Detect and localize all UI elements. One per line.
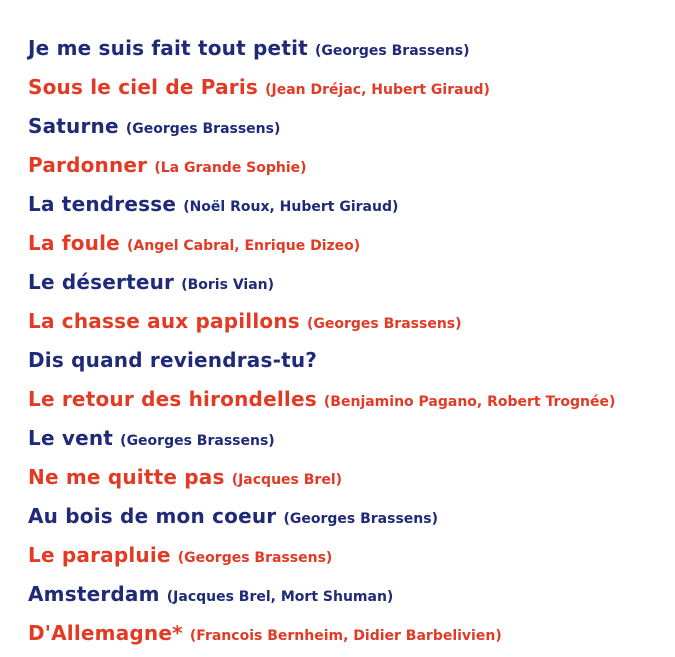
- song-item: [28, 462, 673, 501]
- song-item: [28, 228, 673, 267]
- song-item: [28, 618, 673, 657]
- song-authors: (Jacques Brel): [231, 472, 343, 488]
- song-item: [28, 111, 673, 150]
- song-authors: (Georges Brassens): [177, 550, 333, 566]
- song-item: [28, 384, 673, 423]
- song-title: La chasse aux papillons: [28, 309, 300, 333]
- song-title: Sous le ciel de Paris: [28, 75, 259, 99]
- song-authors: (Georges Brassens): [315, 43, 470, 59]
- song-authors: (Francois Bernheim, Didier Barbelivien): [189, 628, 502, 644]
- song-authors: (Boris Vian): [181, 277, 275, 293]
- song-item: [28, 189, 673, 228]
- song-authors: (Angel Cabral, Enrique Dizeo): [127, 238, 361, 254]
- song-title: Le parapluie: [28, 543, 171, 567]
- song-title: Le déserteur: [28, 270, 175, 294]
- song-item: [28, 423, 673, 462]
- song-item: [28, 579, 673, 618]
- song-item: [28, 345, 673, 384]
- song-title: Dis quand reviendras-tu?: [28, 348, 318, 372]
- song-title: Au bois de mon coeur: [28, 504, 277, 528]
- song-authors: (Jacques Brel, Mort Shuman): [166, 589, 394, 605]
- song-title: Saturne: [28, 114, 119, 138]
- song-item: [28, 150, 673, 189]
- song-authors: (Georges Brassens): [125, 121, 281, 137]
- song-title: Je me suis fait tout petit: [28, 36, 308, 60]
- song-item: [28, 33, 673, 72]
- song-authors: (Jean Dréjac, Hubert Giraud): [265, 82, 490, 98]
- song-authors: (Benjamino Pagano, Robert Trognée): [323, 394, 616, 410]
- song-authors: (Georges Brassens): [120, 433, 275, 449]
- song-item: [28, 72, 673, 111]
- song-item: [28, 306, 673, 345]
- song-title: Ne me quitte pas: [28, 465, 225, 489]
- song-title: La foule: [28, 231, 120, 255]
- song-title: Amsterdam: [28, 582, 160, 606]
- song-title: D'Allemagne*: [28, 621, 183, 645]
- song-authors: (Georges Brassens): [283, 511, 438, 527]
- song-item: [28, 267, 673, 306]
- song-title: Pardonner: [28, 153, 148, 177]
- song-authors: (Georges Brassens): [307, 316, 462, 332]
- song-authors: (Noël Roux, Hubert Giraud): [183, 199, 399, 215]
- song-authors: (La Grande Sophie): [154, 160, 307, 176]
- song-title: La tendresse: [28, 192, 177, 216]
- song-title: Le vent: [28, 426, 114, 450]
- song-list: [28, 33, 673, 657]
- song-item: [28, 501, 673, 540]
- song-title: Le retour des hirondelles: [28, 387, 317, 411]
- song-item: [28, 540, 673, 579]
